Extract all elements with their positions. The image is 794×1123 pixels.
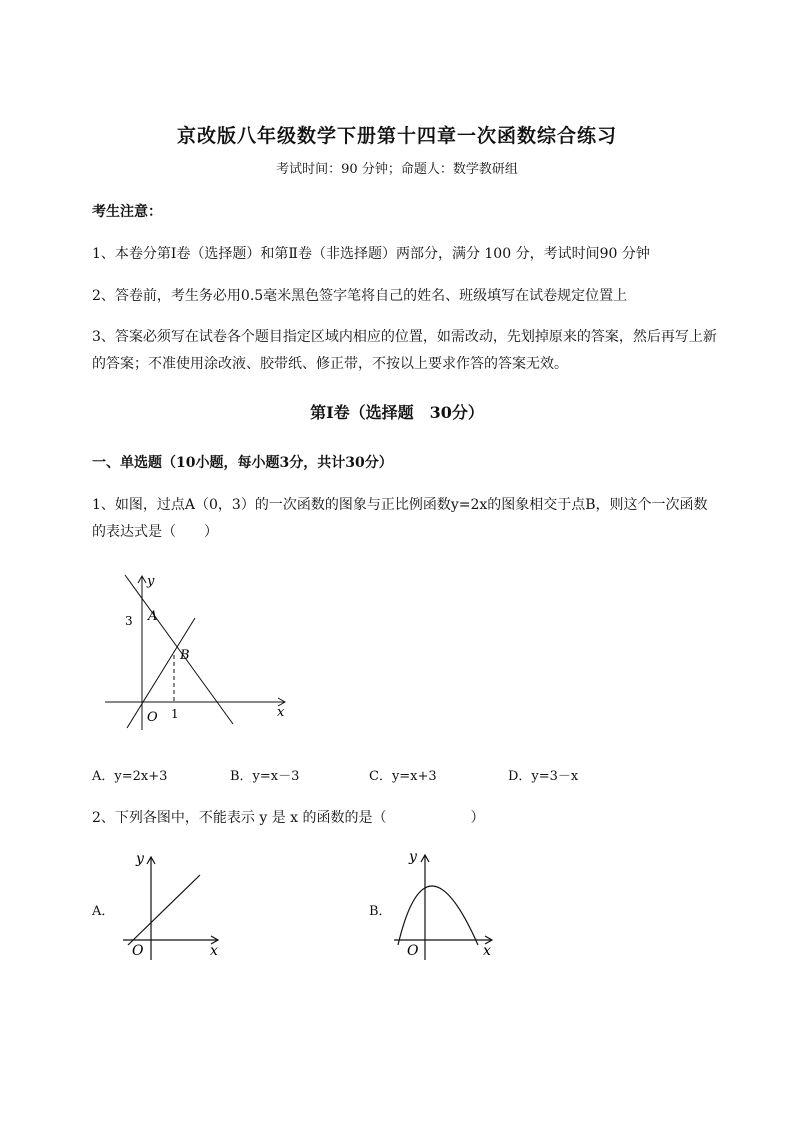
origin-label: O [147, 710, 158, 725]
option-c[interactable]: C．y=x+3 [369, 769, 437, 784]
origin-label: O [132, 943, 144, 959]
graph-line [128, 875, 200, 945]
q2-figure-b [392, 845, 502, 965]
x-label: x [277, 705, 285, 720]
x-label: x [210, 943, 218, 959]
notice-item: 1、本卷分第Ⅰ卷（选择题）和第Ⅱ卷（非选择题）两部分，满分 100 分，考试时间90 分钟 [92, 246, 650, 262]
q2-option-b-label[interactable]: B． [369, 904, 392, 919]
section-title: 第Ⅰ卷（选择题 30分） [310, 403, 484, 422]
exam-info: 考试时间：90 分钟；命题人：数学教研组 [276, 162, 518, 177]
y-label: y [147, 574, 155, 589]
y-label: y [136, 851, 144, 867]
tick-3: 3 [125, 614, 133, 628]
question-1-stem-continued: 的表达式是（ ） [92, 524, 218, 540]
q2-figure-a [118, 845, 228, 965]
notice-heading: 考生注意： [92, 204, 162, 220]
part-title: 一、单选题（10小题，每小题3分，共计30分） [92, 455, 393, 471]
parabola-curve [398, 886, 478, 945]
point-b-label: B [180, 648, 190, 663]
question-2-stem: 2、下列各图中，不能表示 y 是 x 的函数的是（ ） [92, 810, 485, 826]
y-label: y [409, 849, 417, 865]
notice-item: 3、答案必须写在试卷各个题目指定区域内相应的位置，如需改动，先划掉原来的答案，然后再写上新 [92, 329, 717, 345]
origin-label: O [407, 943, 419, 959]
point-a-label: A [148, 609, 158, 624]
line-y-2x [127, 618, 195, 728]
notice-item: 2、答卷前，考生务必用0.5毫米黑色签字笔将自己的姓名、班级填写在试卷规定位置上 [92, 288, 628, 304]
q2-option-a-label[interactable]: A． [92, 904, 115, 919]
question-1-figure [95, 570, 305, 735]
page-title: 京改版八年级数学下册第十四章一次函数综合练习 [176, 125, 617, 147]
option-d[interactable]: D．y=3－x [508, 769, 579, 784]
option-a[interactable]: A．y=2x+3 [92, 769, 168, 784]
option-b[interactable]: B．y=x－3 [230, 769, 300, 784]
x-label: x [483, 943, 491, 959]
question-1-stem: 1、如图，过点A（0，3）的一次函数的图象与正比例函数y=2x的图象相交于点B，则这个一次函数 [92, 497, 708, 513]
notice-item-continued: 的答案；不准使用涂改液、胶带纸、修正带，不按以上要求作答的答案无效。 [92, 356, 568, 372]
tick-1: 1 [171, 707, 179, 721]
